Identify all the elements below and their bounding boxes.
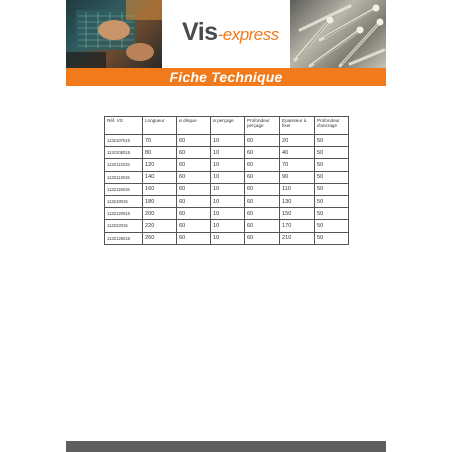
cell-anchor-depth: 50 <box>315 195 349 207</box>
cell-disc-diameter: 60 <box>177 195 211 207</box>
cell-disc-diameter: 60 <box>177 232 211 244</box>
column-header-ref: Réf. VS <box>105 117 143 135</box>
cell-fixing-thickness: 90 <box>280 171 315 183</box>
datasheet-page <box>66 0 386 452</box>
cell-fixing-thickness: 210 <box>280 232 315 244</box>
column-header-drill-diameter: ø perçage <box>211 117 245 135</box>
cell-fixing-thickness: 110 <box>280 183 315 195</box>
cell-anchor-depth: 50 <box>315 147 349 159</box>
cell-disc-diameter: 60 <box>177 208 211 220</box>
column-header-disc-diameter: ø disque <box>177 117 211 135</box>
cell-ref: 1132126015 <box>105 232 143 244</box>
workshop-photo <box>66 0 162 68</box>
table-row <box>105 171 349 183</box>
title-bar <box>66 68 386 86</box>
screws-photo <box>290 0 386 68</box>
cell-drill-diameter: 10 <box>211 208 245 220</box>
cell-disc-diameter: 60 <box>177 171 211 183</box>
table-row <box>105 135 349 147</box>
cell-drill-depth: 60 <box>245 220 280 232</box>
cell-ref: 113222015 <box>105 220 143 232</box>
cell-drill-diameter: 10 <box>211 232 245 244</box>
table-row <box>105 220 349 232</box>
cell-fixing-thickness: 20 <box>280 135 315 147</box>
header-banner <box>66 0 386 68</box>
cell-anchor-depth: 50 <box>315 135 349 147</box>
cell-length: 220 <box>143 220 177 232</box>
cell-length: 260 <box>143 232 177 244</box>
cell-disc-diameter: 60 <box>177 147 211 159</box>
table-row <box>105 208 349 220</box>
cell-anchor-depth: 50 <box>315 220 349 232</box>
cell-drill-diameter: 10 <box>211 171 245 183</box>
cell-fixing-thickness: 150 <box>280 208 315 220</box>
cell-fixing-thickness: 130 <box>280 195 315 207</box>
spec-table <box>104 116 349 245</box>
footer-bar <box>66 441 386 452</box>
cell-drill-depth: 60 <box>245 135 280 147</box>
cell-anchor-depth: 50 <box>315 232 349 244</box>
cell-length: 120 <box>143 159 177 171</box>
cell-drill-depth: 60 <box>245 208 280 220</box>
page-title: Fiche Technique <box>169 69 283 85</box>
brand-logo <box>182 18 279 47</box>
cell-drill-depth: 60 <box>245 232 280 244</box>
cell-fixing-thickness: 40 <box>280 147 315 159</box>
cell-drill-depth: 60 <box>245 183 280 195</box>
cell-disc-diameter: 60 <box>177 220 211 232</box>
cell-drill-depth: 60 <box>245 159 280 171</box>
cell-ref: 1132112015 <box>105 159 143 171</box>
cell-anchor-depth: 50 <box>315 159 349 171</box>
cell-anchor-depth: 50 <box>315 208 349 220</box>
cell-length: 200 <box>143 208 177 220</box>
cell-length: 70 <box>143 135 177 147</box>
cell-drill-diameter: 10 <box>211 147 245 159</box>
column-header-length: Longueur <box>143 117 177 135</box>
table-row <box>105 232 349 244</box>
cell-length: 140 <box>143 171 177 183</box>
cell-anchor-depth: 50 <box>315 171 349 183</box>
cell-ref: 1132108015 <box>105 147 143 159</box>
table-row <box>105 195 349 207</box>
cell-length: 80 <box>143 147 177 159</box>
cell-disc-diameter: 60 <box>177 183 211 195</box>
cell-length: 160 <box>143 183 177 195</box>
column-header-fixing-thickness: Epaisseur à fixer <box>280 117 315 135</box>
column-header-anchor-depth: Profondeur d'ancrage <box>315 117 349 135</box>
cell-drill-diameter: 10 <box>211 195 245 207</box>
cell-disc-diameter: 60 <box>177 135 211 147</box>
cell-drill-depth: 60 <box>245 147 280 159</box>
cell-disc-diameter: 60 <box>177 159 211 171</box>
cell-drill-diameter: 10 <box>211 220 245 232</box>
cell-fixing-thickness: 70 <box>280 159 315 171</box>
table-header-row <box>105 117 349 135</box>
table-row <box>105 159 349 171</box>
cell-ref: 1132120015 <box>105 208 143 220</box>
table-row <box>105 147 349 159</box>
cell-drill-depth: 60 <box>245 195 280 207</box>
cell-fixing-thickness: 170 <box>280 220 315 232</box>
cell-ref: 1132116015 <box>105 183 143 195</box>
cell-length: 180 <box>143 195 177 207</box>
cell-drill-diameter: 10 <box>211 135 245 147</box>
table-row <box>105 183 349 195</box>
cell-drill-diameter: 10 <box>211 159 245 171</box>
brand-main: Vis <box>182 18 218 46</box>
cell-drill-diameter: 10 <box>211 183 245 195</box>
cell-ref: 1132114015 <box>105 171 143 183</box>
cell-ref: 1132107015 <box>105 135 143 147</box>
cell-ref: 113218015 <box>105 195 143 207</box>
brand-sub: -express <box>217 25 279 44</box>
cell-drill-depth: 60 <box>245 171 280 183</box>
cell-anchor-depth: 50 <box>315 183 349 195</box>
column-header-drill-depth: Profondeur perçage <box>245 117 280 135</box>
